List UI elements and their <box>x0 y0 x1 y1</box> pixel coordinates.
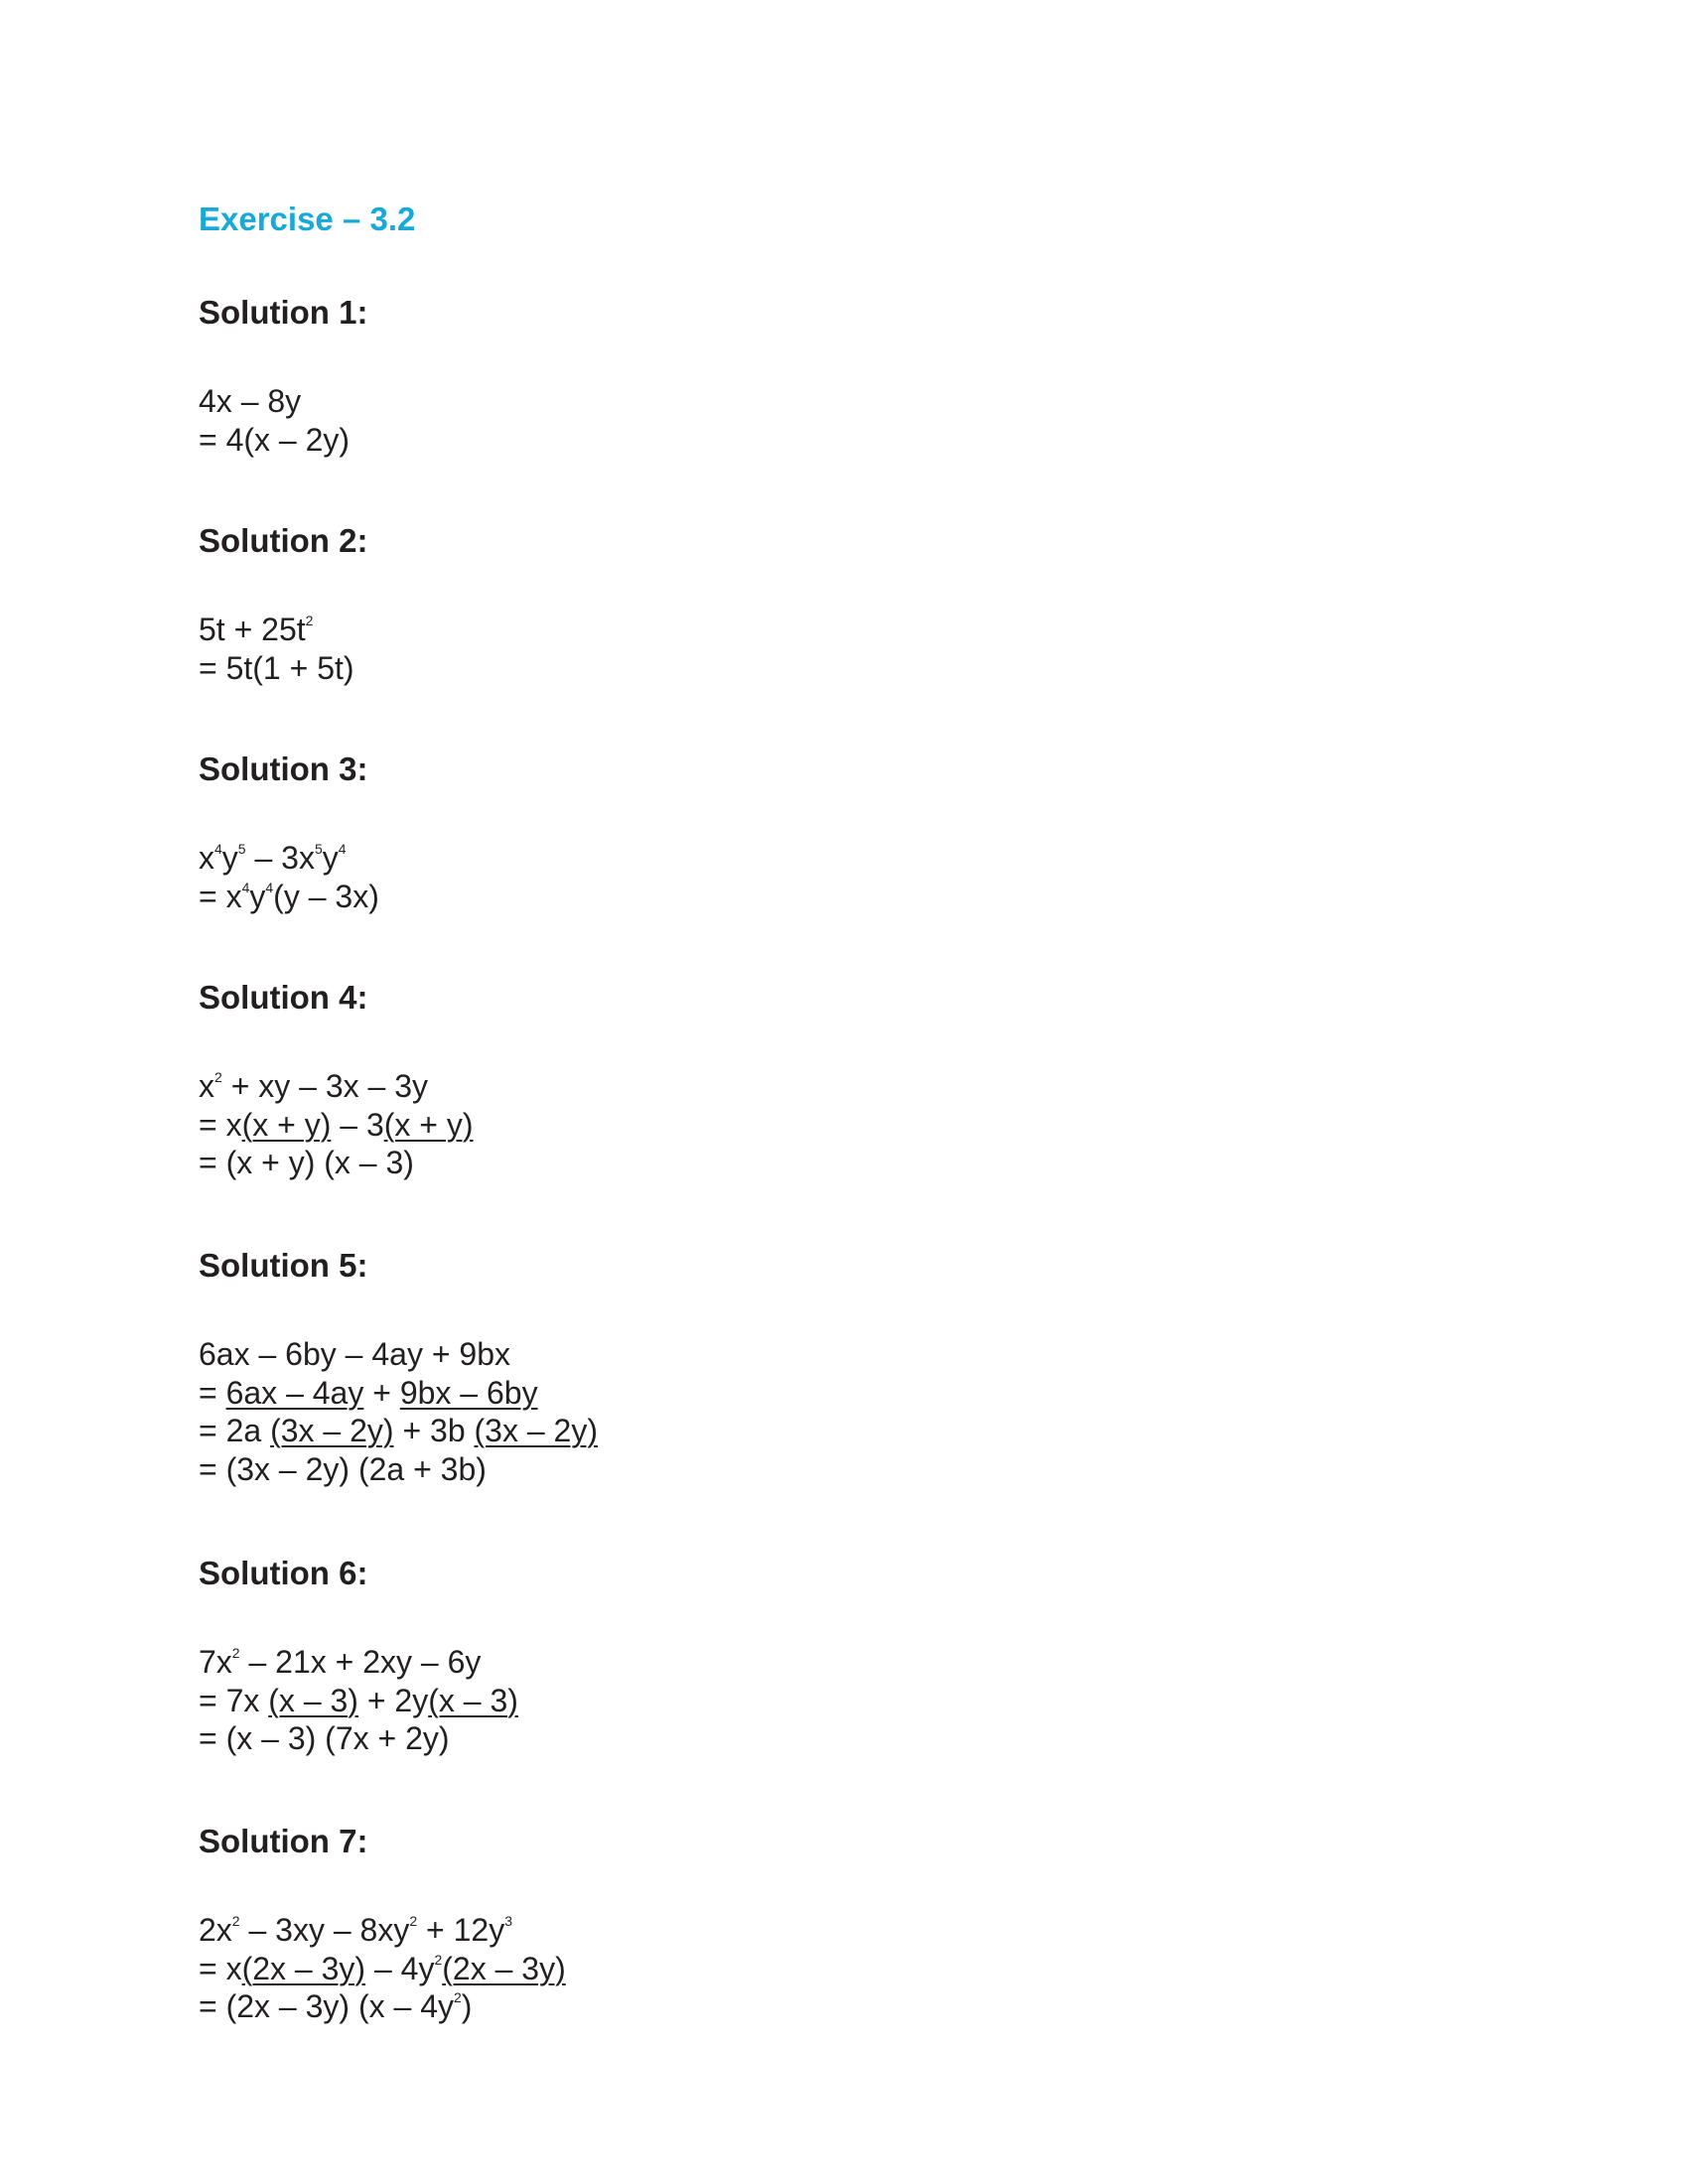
math-line <box>199 1374 598 1413</box>
math-line <box>199 1450 598 1489</box>
exponent: 2 <box>453 1989 462 2005</box>
math-text: = (x – 3) (7x + 2y) <box>199 1720 450 1756</box>
math-text: 6ax – 6by – 4ay + 9bx <box>199 1336 510 1372</box>
math-text: x <box>199 840 214 876</box>
exponent: 2 <box>231 1645 240 1661</box>
math-line <box>199 1719 518 1758</box>
math-text: = 5t(1 + 5t) <box>199 649 354 686</box>
math-line <box>199 1643 518 1682</box>
underlined-term: (2x – 3y) <box>241 1950 366 1986</box>
math-text: 7x <box>199 1644 232 1680</box>
solution-steps <box>199 611 354 687</box>
math-text: – 3x <box>245 840 315 876</box>
math-line <box>199 878 379 916</box>
math-text: = <box>199 1374 226 1411</box>
solution-block <box>199 293 1489 458</box>
solution-block <box>199 750 1489 914</box>
math-text: y <box>322 840 339 876</box>
math-line <box>199 1144 474 1182</box>
math-text: = (2x – 3y) (x – 4y <box>199 1988 454 2024</box>
solution-block <box>199 521 1489 686</box>
math-line <box>199 1106 474 1145</box>
math-text: = 7x <box>199 1682 269 1718</box>
math-text: x <box>199 1068 214 1104</box>
math-text: 2x <box>199 1912 232 1948</box>
math-text: ) <box>461 1988 473 2024</box>
solution-heading: Solution 5: <box>199 1247 368 1284</box>
math-line <box>199 382 350 421</box>
exercise-title: Exercise – 3.2 <box>199 201 416 237</box>
math-line <box>199 421 350 460</box>
math-text: – 21x + 2xy – 6y <box>239 1644 482 1680</box>
math-line <box>199 1067 474 1106</box>
math-text: = x <box>199 1950 242 1986</box>
exponent: 4 <box>214 841 222 857</box>
exponent: 4 <box>265 879 274 895</box>
math-line <box>199 649 354 688</box>
solution-block <box>199 1554 1489 1756</box>
math-text: + xy – 3x – 3y <box>221 1068 429 1104</box>
solution-steps <box>199 1643 518 1758</box>
math-text: = 2a <box>199 1413 271 1448</box>
underlined-term: (3x – 2y) <box>270 1413 394 1448</box>
solution-block <box>199 1246 1489 1487</box>
underlined-term: 6ax – 4ay <box>225 1374 364 1411</box>
solution-heading: Solution 7: <box>199 1823 368 1859</box>
math-text: – 3xy – 8xy <box>239 1912 410 1948</box>
exponent: 2 <box>305 613 314 628</box>
solution-heading: Solution 3: <box>199 751 368 787</box>
math-text: + 2y <box>357 1682 429 1718</box>
underlined-term: 9bx – 6by <box>399 1374 538 1411</box>
math-line <box>199 1987 566 2026</box>
solution-heading: Solution 2: <box>199 522 368 559</box>
exponent: 5 <box>237 841 246 857</box>
underlined-term: (3x – 2y) <box>474 1413 598 1448</box>
underlined-term: (x – 3) <box>428 1682 518 1718</box>
solution-heading: Solution 1: <box>199 294 368 331</box>
math-text: + 12y <box>417 1912 505 1948</box>
solution-steps <box>199 1067 474 1182</box>
math-text: (y – 3x) <box>273 878 379 914</box>
document-page <box>199 194 1489 2024</box>
math-text: – 4y <box>365 1950 435 1986</box>
math-text: = x <box>199 1106 242 1143</box>
solution-block <box>199 1822 1489 2024</box>
math-line <box>199 1911 566 1950</box>
math-text: = (x + y) (x – 3) <box>199 1145 414 1180</box>
math-line <box>199 611 354 649</box>
solution-block <box>199 978 1489 1180</box>
math-line <box>199 839 379 878</box>
exponent: 5 <box>314 841 323 857</box>
solution-heading: Solution 4: <box>199 979 368 1016</box>
math-text: = x <box>199 878 242 914</box>
math-line <box>199 1950 566 1988</box>
underlined-term: (x + y) <box>383 1106 474 1143</box>
math-text: y <box>221 840 238 876</box>
solution-steps <box>199 1911 566 2026</box>
math-text: = 4(x – 2y) <box>199 421 351 458</box>
math-text: + 3b <box>393 1413 475 1448</box>
solution-steps <box>199 1335 598 1488</box>
math-text: = (3x – 2y) (2a + 3b) <box>199 1450 487 1487</box>
math-text: y <box>249 878 266 914</box>
solution-heading: Solution 6: <box>199 1555 368 1591</box>
underlined-term: (2x – 3y) <box>442 1950 566 1986</box>
math-line <box>199 1412 598 1450</box>
exponent: 4 <box>338 841 347 857</box>
math-line <box>199 1335 598 1374</box>
solution-steps <box>199 839 379 915</box>
exponent: 2 <box>409 1913 418 1929</box>
math-line <box>199 1682 518 1720</box>
exponent: 2 <box>214 1069 222 1085</box>
math-text: 4x – 8y <box>199 383 302 419</box>
underlined-term: (x – 3) <box>268 1682 358 1718</box>
exponent: 3 <box>504 1913 512 1929</box>
solution-steps <box>199 382 350 459</box>
math-text: – 3 <box>331 1106 384 1143</box>
exponent: 2 <box>434 1951 443 1968</box>
underlined-term: (x + y) <box>241 1106 332 1143</box>
math-text: 5t + 25t <box>199 612 306 647</box>
math-text: + <box>363 1374 400 1411</box>
exponent: 4 <box>241 879 250 895</box>
exponent: 2 <box>231 1913 240 1929</box>
